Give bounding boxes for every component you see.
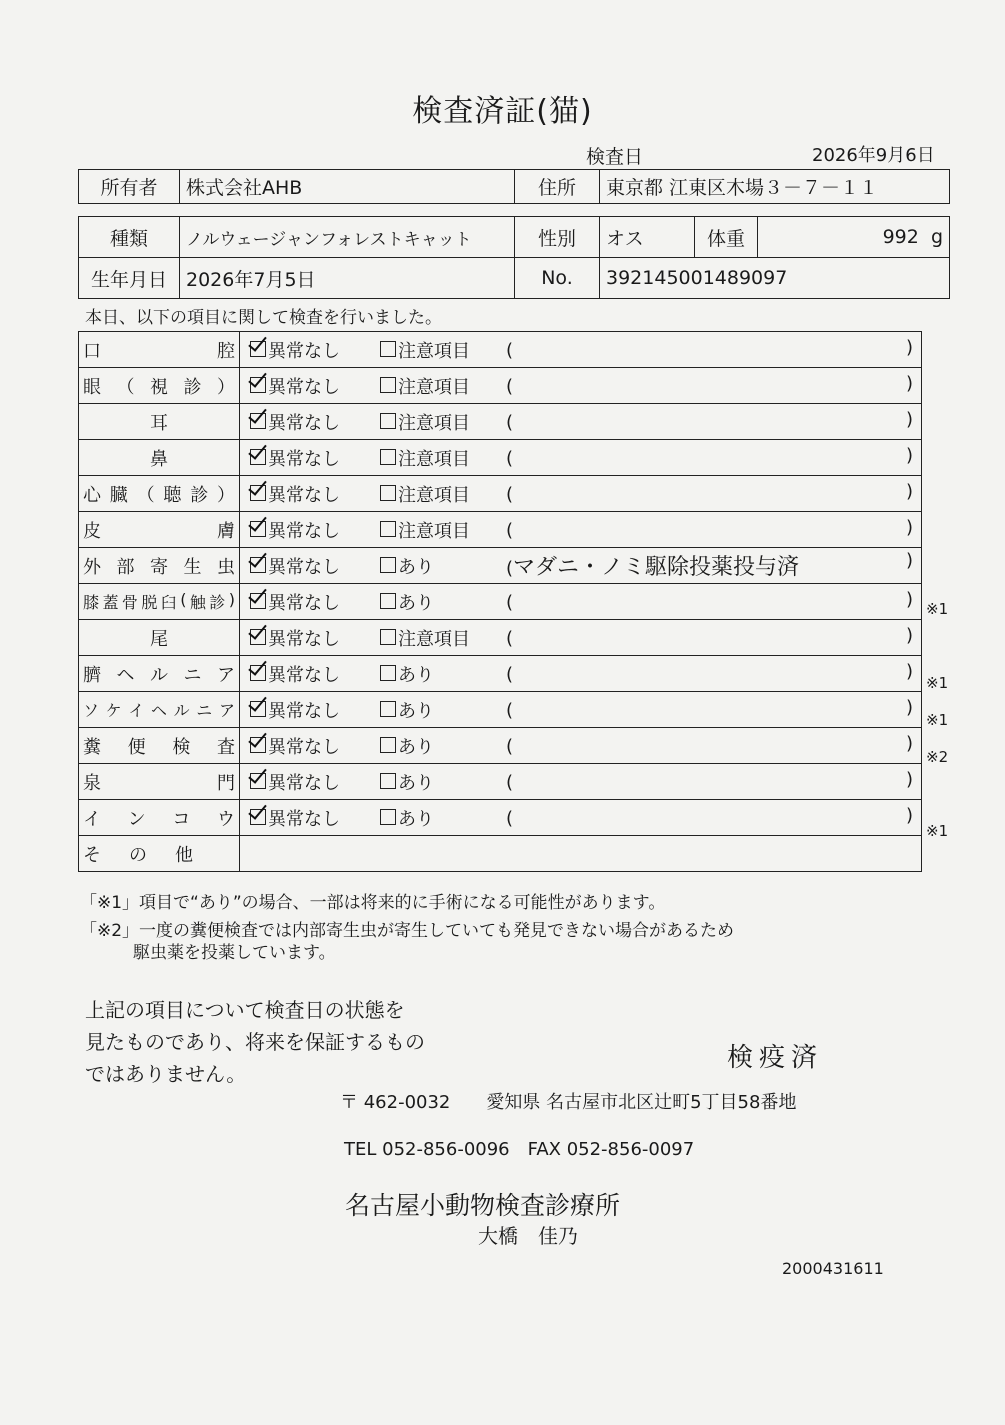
clinic-phone: TEL 052-856-0096 FAX 052-856-0097 [344,1139,695,1160]
abnormal-label: 注意項目 [398,628,470,650]
footnote-2-continued: 駆虫薬を投薬しています。 [133,943,336,963]
quarantine-stamp: 検疫済 [727,1043,824,1073]
no-label: No. [515,258,600,299]
item-name [79,728,240,764]
options-wrap [240,445,921,471]
normal-option[interactable] [240,517,360,543]
empty-checkbox-icon[interactable] [380,557,396,573]
inspection-date: 2026年9月6日 [812,145,935,166]
checked-checkbox-icon[interactable] [250,377,266,393]
empty-checkbox-icon[interactable] [380,809,396,825]
inspection-row [79,692,922,728]
address-label: 住所 [515,170,600,204]
disclaimer-line-3: ではありません。 [85,1062,247,1086]
item-name [79,476,240,512]
owner-table [78,169,950,204]
abnormal-label: あり [398,700,434,722]
disclaimer-line-1: 上記の項目について検査日の状態を [85,998,405,1022]
options-wrap [240,409,921,435]
normal-label: 異常なし [268,628,340,650]
normal-label: 異常なし [268,376,340,398]
intro-text: 本日、以下の項目に関して検査を行いました。 [85,308,442,328]
abnormal-option[interactable] [370,805,490,831]
owner-value: 株式会社AHB [180,170,515,204]
empty-checkbox-icon[interactable] [380,377,396,393]
open-paren: ( [506,736,514,757]
footnote-mark: ※1 [926,822,949,840]
doctor-name: 大橋 佳乃 [478,1224,578,1248]
item-name-text: 臍 ヘ ル ニ ア [83,664,235,686]
footnote-2: 「※2」一度の糞便検査では内部寄生虫が寄生していても発見できない場合があるため [80,921,735,941]
empty-checkbox-icon[interactable] [380,521,396,537]
item-name-text: 鼻 [150,448,168,470]
abnormal-label: あり [398,772,434,794]
checked-checkbox-icon[interactable] [250,341,266,357]
empty-checkbox-icon[interactable] [380,773,396,789]
empty-checkbox-icon[interactable] [380,737,396,753]
inspection-date-label: 検査日 [586,146,644,168]
item-name [79,404,240,440]
checked-checkbox-icon[interactable] [250,485,266,501]
item-name-text: 膝 蓋 骨 脱 臼 ( 触 診 ) [83,590,235,612]
normal-option[interactable] [240,733,360,759]
open-paren: ( [506,700,514,721]
normal-label: 異常なし [268,448,340,470]
close-paren: ) [905,697,913,718]
item-name [79,584,240,620]
open-paren: (マダニ・ノミ駆除投薬投与済 [506,555,800,580]
checked-checkbox-icon[interactable] [250,593,266,609]
normal-option[interactable] [240,445,360,471]
item-name [79,332,240,368]
checked-checkbox-icon[interactable] [250,521,266,537]
remarks [506,517,921,542]
abnormal-label: あり [398,556,434,578]
item-name-text: 皮 膚 [83,520,235,542]
checked-checkbox-icon[interactable] [250,809,266,825]
checked-checkbox-icon[interactable] [250,737,266,753]
clinic-name: 名古屋小動物検査診療所 [345,1191,621,1220]
inspection-items-table [78,331,922,872]
open-paren: ( [506,808,514,829]
footnote-mark: ※1 [926,711,949,729]
normal-option[interactable] [240,481,360,507]
item-options [240,404,922,440]
weight-label: 体重 [695,217,758,258]
inspection-row [79,764,922,800]
weight-unit: g [930,226,943,248]
footnote-mark: ※1 [926,674,949,692]
abnormal-option[interactable] [370,409,490,435]
document-number: 2000431611 [782,1259,884,1278]
remark-text: マダニ・ノミ駆除投薬投与済 [513,555,800,580]
options-wrap [240,337,921,363]
item-options [240,692,922,728]
close-paren: ) [905,625,913,646]
close-paren: ) [905,373,913,394]
item-options [240,584,922,620]
disclaimer-line-2: 見たものであり、将来を保証するもの [85,1030,425,1054]
address-value: 東京都 江東区木場３－７－１１ [600,170,950,204]
checked-checkbox-icon[interactable] [250,449,266,465]
item-options [240,800,922,836]
options-wrap [240,625,921,651]
normal-option[interactable] [240,769,360,795]
abnormal-option[interactable] [370,661,490,687]
abnormal-label: 注意項目 [398,448,470,470]
remarks [506,697,921,722]
inspection-row [79,404,922,440]
item-name [79,800,240,836]
item-name [79,440,240,476]
remarks [506,589,921,614]
remarks [506,625,921,650]
item-options [240,512,922,548]
open-paren: ( [506,628,514,649]
remarks [506,805,921,830]
empty-checkbox-icon[interactable] [380,701,396,717]
pet-info-table [78,216,950,299]
normal-option[interactable] [240,661,360,687]
inspection-row [79,800,922,836]
item-name [79,620,240,656]
normal-label: 異常なし [268,412,340,434]
breed-label: 種類 [79,217,180,258]
item-name-text: ソ ケ イ ヘ ル ニ ア [83,701,235,720]
abnormal-option[interactable] [370,733,490,759]
inspection-row [79,620,922,656]
footnote-1: 「※1」項目で“あり”の場合、一部は将来的に手術になる可能性があります。 [80,893,666,913]
birth-label: 生年月日 [79,258,180,299]
item-options [240,440,922,476]
item-name-text: 外 部 寄 生 虫 [83,556,235,578]
inspection-row [79,656,922,692]
owner-label: 所有者 [79,170,180,204]
item-name-text: 眼 （ 視 診 ） [83,376,235,398]
close-paren: ) [905,550,913,571]
normal-label: 異常なし [268,700,340,722]
empty-checkbox-icon[interactable] [380,341,396,357]
abnormal-option[interactable] [370,481,490,507]
empty-checkbox-icon[interactable] [380,593,396,609]
checked-checkbox-icon[interactable] [250,701,266,717]
options-wrap [240,733,921,759]
normal-option[interactable] [240,373,360,399]
birth-value: 2026年7月5日 [180,258,515,299]
item-options [240,548,922,584]
normal-label: 異常なし [268,340,340,362]
open-paren: ( [506,412,514,433]
abnormal-label: 注意項目 [398,520,470,542]
item-options [240,728,922,764]
remarks [506,733,921,758]
item-name [79,692,240,728]
sex-label: 性別 [515,217,600,258]
close-paren: ) [905,517,913,538]
open-paren: ( [506,772,514,793]
checked-checkbox-icon[interactable] [250,629,266,645]
item-options [240,476,922,512]
inspection-row [79,728,922,764]
normal-label: 異常なし [268,484,340,506]
normal-option[interactable] [240,553,360,579]
weight-value: 992 [882,226,919,248]
document-title: 検査済証(猫) [412,94,593,129]
checked-checkbox-icon[interactable] [250,413,266,429]
inspection-row [79,476,922,512]
empty-checkbox-icon[interactable] [380,413,396,429]
item-name-text: 泉 門 [83,772,235,794]
item-name-text: 心 臓 （ 聴 診 ） [83,484,235,506]
item-name [79,512,240,548]
normal-label: 異常なし [268,772,340,794]
abnormal-label: 注意項目 [398,412,470,434]
inspection-row [79,440,922,476]
empty-checkbox-icon[interactable] [380,485,396,501]
abnormal-label: あり [398,592,434,614]
item-name [79,548,240,584]
options-wrap [240,589,921,615]
other-label-text: そ の 他 [83,844,193,866]
remarks [506,409,921,434]
normal-option[interactable] [240,337,360,363]
checked-checkbox-icon[interactable] [250,665,266,681]
checked-checkbox-icon[interactable] [250,557,266,573]
empty-checkbox-icon[interactable] [380,449,396,465]
abnormal-option[interactable] [370,589,490,615]
abnormal-label: 注意項目 [398,376,470,398]
close-paren: ) [905,589,913,610]
inspection-row [79,368,922,404]
close-paren: ) [905,481,913,502]
abnormal-option[interactable] [370,553,490,579]
other-label [79,836,240,872]
close-paren: ) [905,661,913,682]
abnormal-label: 注意項目 [398,484,470,506]
empty-checkbox-icon[interactable] [380,665,396,681]
open-paren: ( [506,448,514,469]
normal-option[interactable] [240,409,360,435]
item-name-text: 糞 便 検 査 [83,736,235,758]
options-wrap [240,373,921,399]
inspection-row [79,512,922,548]
clinic-address: 〒 462-0032 愛知県 名古屋市北区辻町5丁目58番地 [340,1092,797,1113]
normal-label: 異常なし [268,664,340,686]
item-name-text: 口 腔 [83,340,235,362]
item-options [240,332,922,368]
abnormal-option[interactable] [370,769,490,795]
item-name-text: イ ン コ ウ [83,808,235,830]
abnormal-label: あり [398,664,434,686]
remarks [506,373,921,398]
remarks [506,661,921,686]
normal-option[interactable] [240,589,360,615]
close-paren: ) [905,805,913,826]
inspection-row [79,332,922,368]
close-paren: ) [905,409,913,430]
footnote-mark: ※2 [926,748,949,766]
inspection-row [79,584,922,620]
open-paren: ( [506,376,514,397]
open-paren: ( [506,520,514,541]
normal-option[interactable] [240,625,360,651]
normal-label: 異常なし [268,592,340,614]
item-name [79,368,240,404]
options-wrap [240,769,921,795]
options-wrap [240,550,921,581]
options-wrap [240,481,921,507]
abnormal-option[interactable] [370,625,490,651]
normal-label: 異常なし [268,808,340,830]
normal-label: 異常なし [268,556,340,578]
breed-value: ノルウェージャンフォレストキャット [180,217,515,258]
checked-checkbox-icon[interactable] [250,773,266,789]
empty-checkbox-icon[interactable] [380,629,396,645]
other-value [240,836,922,872]
abnormal-option[interactable] [370,517,490,543]
disclaimer [85,994,425,1090]
abnormal-option[interactable] [370,697,490,723]
remarks [506,769,921,794]
inspection-row [79,548,922,584]
normal-option[interactable] [240,805,360,831]
remarks [506,445,921,470]
item-options [240,620,922,656]
options-wrap [240,805,921,831]
close-paren: ) [905,733,913,754]
item-options [240,656,922,692]
close-paren: ) [905,445,913,466]
abnormal-option[interactable] [370,337,490,363]
item-options [240,368,922,404]
remarks [506,481,921,506]
abnormal-label: あり [398,736,434,758]
item-name-text: 耳 [150,412,168,434]
open-paren: ( [506,340,514,361]
item-name [79,764,240,800]
remarks [506,337,921,362]
open-paren: ( [506,664,514,685]
footnote-mark: ※1 [926,600,949,618]
remarks [506,550,921,581]
abnormal-label: 注意項目 [398,340,470,362]
sex-value: オス [600,217,695,258]
item-name-text: 尾 [150,628,168,650]
close-paren: ) [905,337,913,358]
options-wrap [240,517,921,543]
item-options [240,764,922,800]
other-row [79,836,922,872]
options-wrap [240,697,921,723]
normal-option[interactable] [240,697,360,723]
close-paren: ) [905,769,913,790]
abnormal-option[interactable] [370,445,490,471]
item-name [79,656,240,692]
abnormal-label: あり [398,808,434,830]
abnormal-option[interactable] [370,373,490,399]
options-wrap [240,661,921,687]
open-paren: ( [506,592,514,613]
normal-label: 異常なし [268,520,340,542]
open-paren: ( [506,484,514,505]
no-value: 392145001489097 [600,258,950,299]
weight-cell [758,217,950,258]
normal-label: 異常なし [268,736,340,758]
